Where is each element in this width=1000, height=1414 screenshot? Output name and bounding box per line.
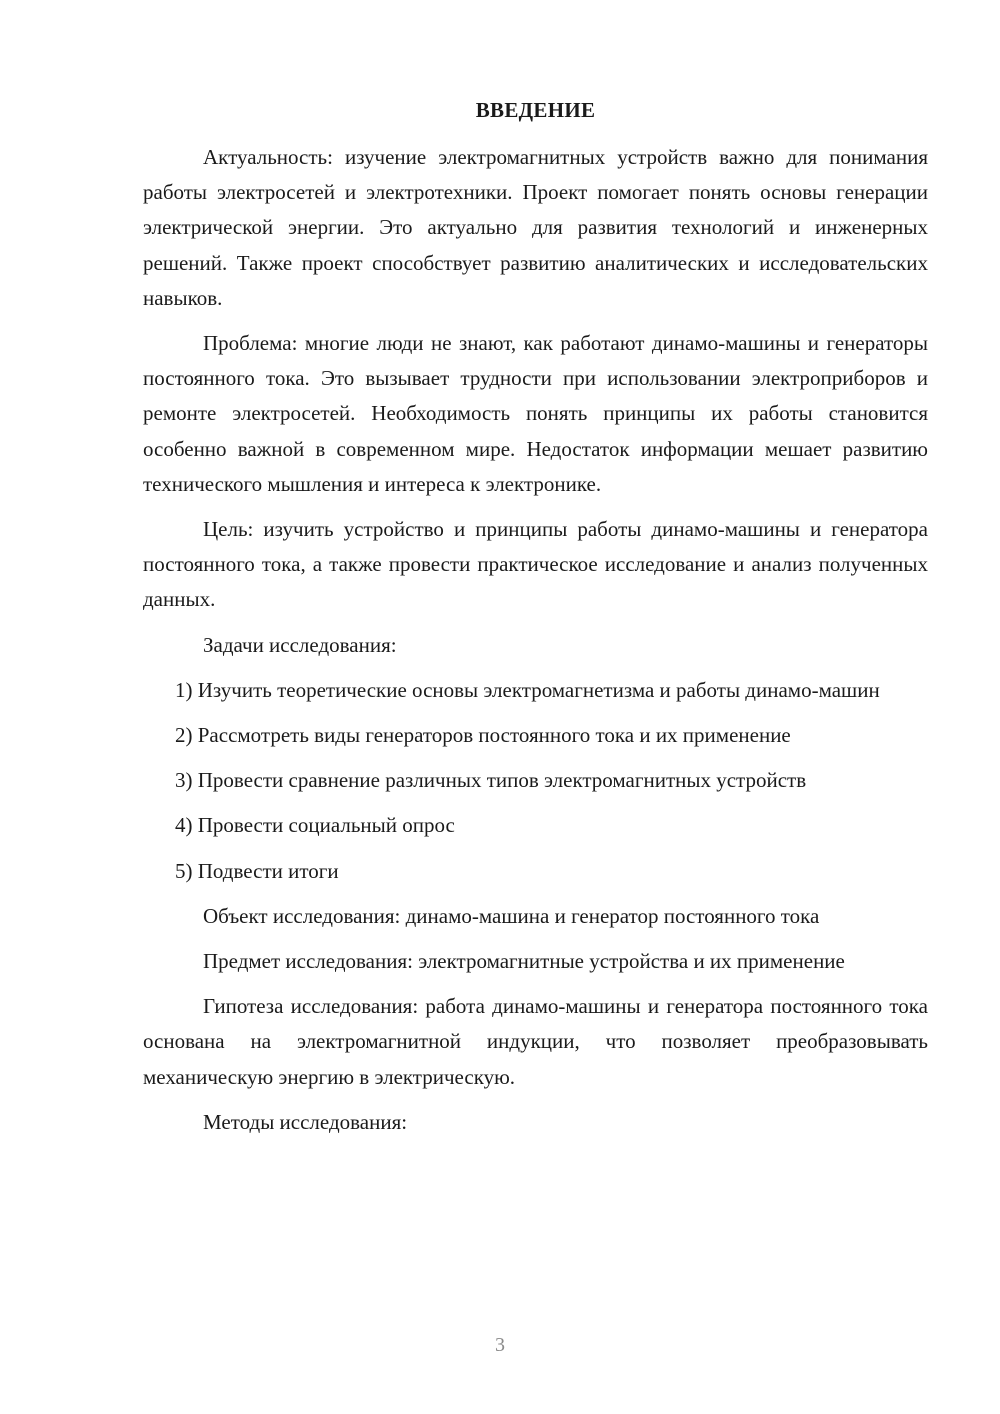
page-number: 3 — [495, 1334, 505, 1356]
task-item: 4) Провести социальный опрос — [175, 813, 455, 838]
tasks-heading: Задачи исследования: — [203, 632, 397, 657]
subject-paragraph: Предмет исследования: электромагнитные устройства и их применение — [203, 949, 845, 974]
document-page — [143, 92, 928, 1140]
object-paragraph: Объект исследования: динамо-машина и генератор постоянного тока — [203, 903, 820, 928]
task-item: 5) Подвести итоги — [175, 858, 339, 883]
hypothesis-paragraph: Гипотеза исследования: работа динамо-машины и генератора постоянного тока основана на электромагнитной индукции, что позволяет преобразовывать механическую энергию в электрическую. — [143, 994, 928, 1089]
task-item: 3) Провести сравнение различных типов электромагнитных устройств — [175, 768, 807, 793]
task-item: 1) Изучить теоретические основы электромагнетизма и работы динамо-машин — [175, 677, 880, 702]
methods-heading: Методы исследования: — [203, 1109, 408, 1134]
problem-paragraph: Проблема: многие люди не знают, как работают динамо-машины и генераторы постоянного тока. Это вызывает трудности при использовании электроприборов и ремонте электросетей. Необходимость понять принципы их работы становится особенно важной в современном мире. Недостаток информации мешает развитию технического мышления и интереса к электронике. — [143, 331, 928, 496]
goal-paragraph: Цель: изучить устройство и принципы работы динамо-машины и генератора постоянного тока, а также провести практическое исследование и анализ полученных данных. — [143, 517, 928, 612]
page-title: ВВЕДЕНИЕ — [475, 98, 596, 122]
task-item: 2) Рассмотреть виды генераторов постоянного тока и их применение — [175, 723, 791, 748]
relevance-paragraph: Актуальность: изучение электромагнитных устройств важно для понимания работы электросетей и электротехники. Проект помогает понять основы генерации электрической энергии. Это актуально для развития технологий и инженерных решений. Также проект способствует развитию аналитических и исследовательских навыков. — [143, 145, 928, 310]
